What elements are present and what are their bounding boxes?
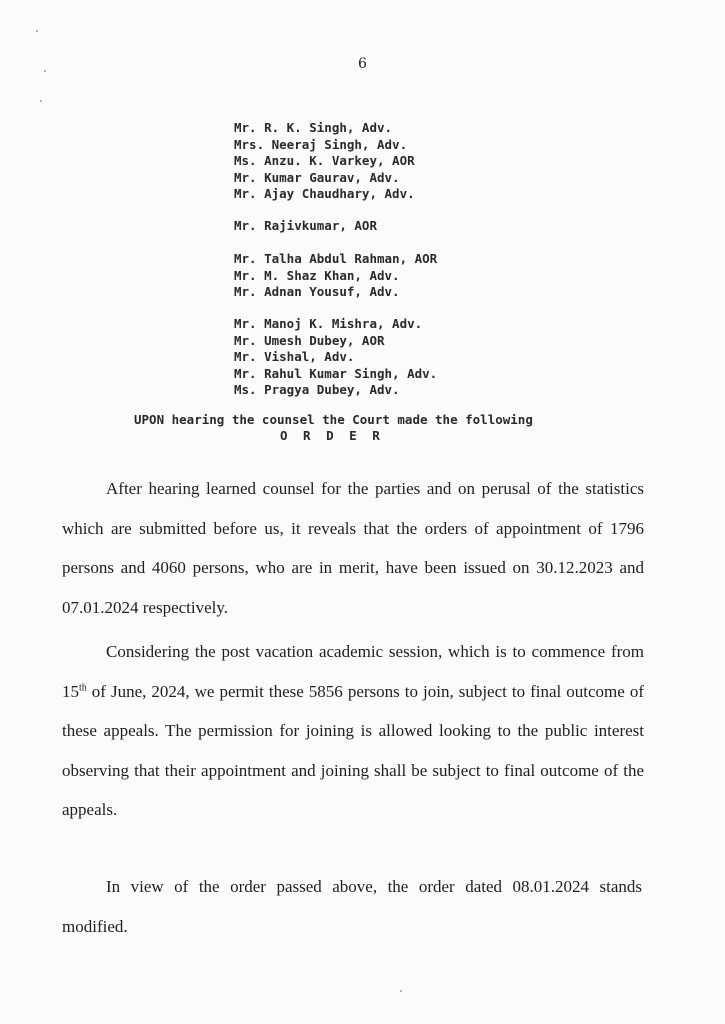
counsel-line: Mr. Rahul Kumar Singh, Adv. [234, 365, 438, 381]
scan-speck [400, 990, 402, 992]
counsel-line: Mrs. Neeraj Singh, Adv. [234, 136, 408, 152]
order-heading: O R D E R [280, 428, 384, 443]
counsel-line: Mr. Talha Abdul Rahman, AOR [234, 251, 438, 266]
scan-speck [40, 100, 42, 102]
counsel-line: Mr. Adnan Yousuf, Adv. [234, 284, 400, 299]
counsel-line: Mr. M. Shaz Khan, Adv. [234, 267, 400, 283]
counsel-group-4 [234, 316, 437, 399]
paragraph-1 [62, 469, 644, 627]
paragraph-3 [62, 867, 642, 946]
counsel-line: Mr. R. K. Singh, Adv. [234, 120, 393, 135]
counsel-group-1 [234, 120, 415, 203]
paragraph-3-text: In view of the order passed above, the order dated 08.01.2024 stands modified. [62, 877, 642, 936]
counsel-line: Mr. Umesh Dubey, AOR [234, 332, 385, 348]
page-number: 6 [358, 56, 367, 72]
counsel-line: Mr. Vishal, Adv. [234, 349, 355, 364]
counsel-line: Mr. Manoj K. Mishra, Adv. [234, 316, 423, 331]
counsel-line: Mr. Kumar Gaurav, Adv. [234, 169, 400, 185]
paragraph-2-text-b: of June, 2024, we permit these 5856 persons to join, subject to final outcome of these appeals. The permission for joining is allowed looking to the public interest observing that their appointment and joining shall be subject to final outcome of the appeals. [62, 681, 644, 819]
upon-hearing-line: UPON hearing the counsel the Court made the following [134, 412, 533, 427]
scan-speck [44, 70, 46, 72]
counsel-line: Mr. Ajay Chaudhary, Adv. [234, 186, 415, 201]
paragraph-2-text-a: Considering the post vacation academic session, which is to commence from 15 [62, 642, 644, 701]
counsel-line: Ms. Anzu. K. Varkey, AOR [234, 153, 415, 168]
paragraph-2 [62, 632, 644, 830]
counsel-group-3 [234, 251, 437, 301]
counsel-group-2 [234, 218, 377, 235]
counsel-line: Mr. Rajivkumar, AOR [234, 218, 377, 233]
ordinal-suffix: th [79, 681, 87, 693]
scan-speck [36, 30, 38, 32]
counsel-line: Ms. Pragya Dubey, Adv. [234, 382, 400, 397]
paragraph-1-text: After hearing learned counsel for the parties and on perusal of the statistics which are submitted before us, it reveals that the orders of appointment of 1796 persons and 4060 persons, who are in merit, have been issued on 30.12.2023 and 07.01.2024 respectively. [62, 479, 644, 617]
